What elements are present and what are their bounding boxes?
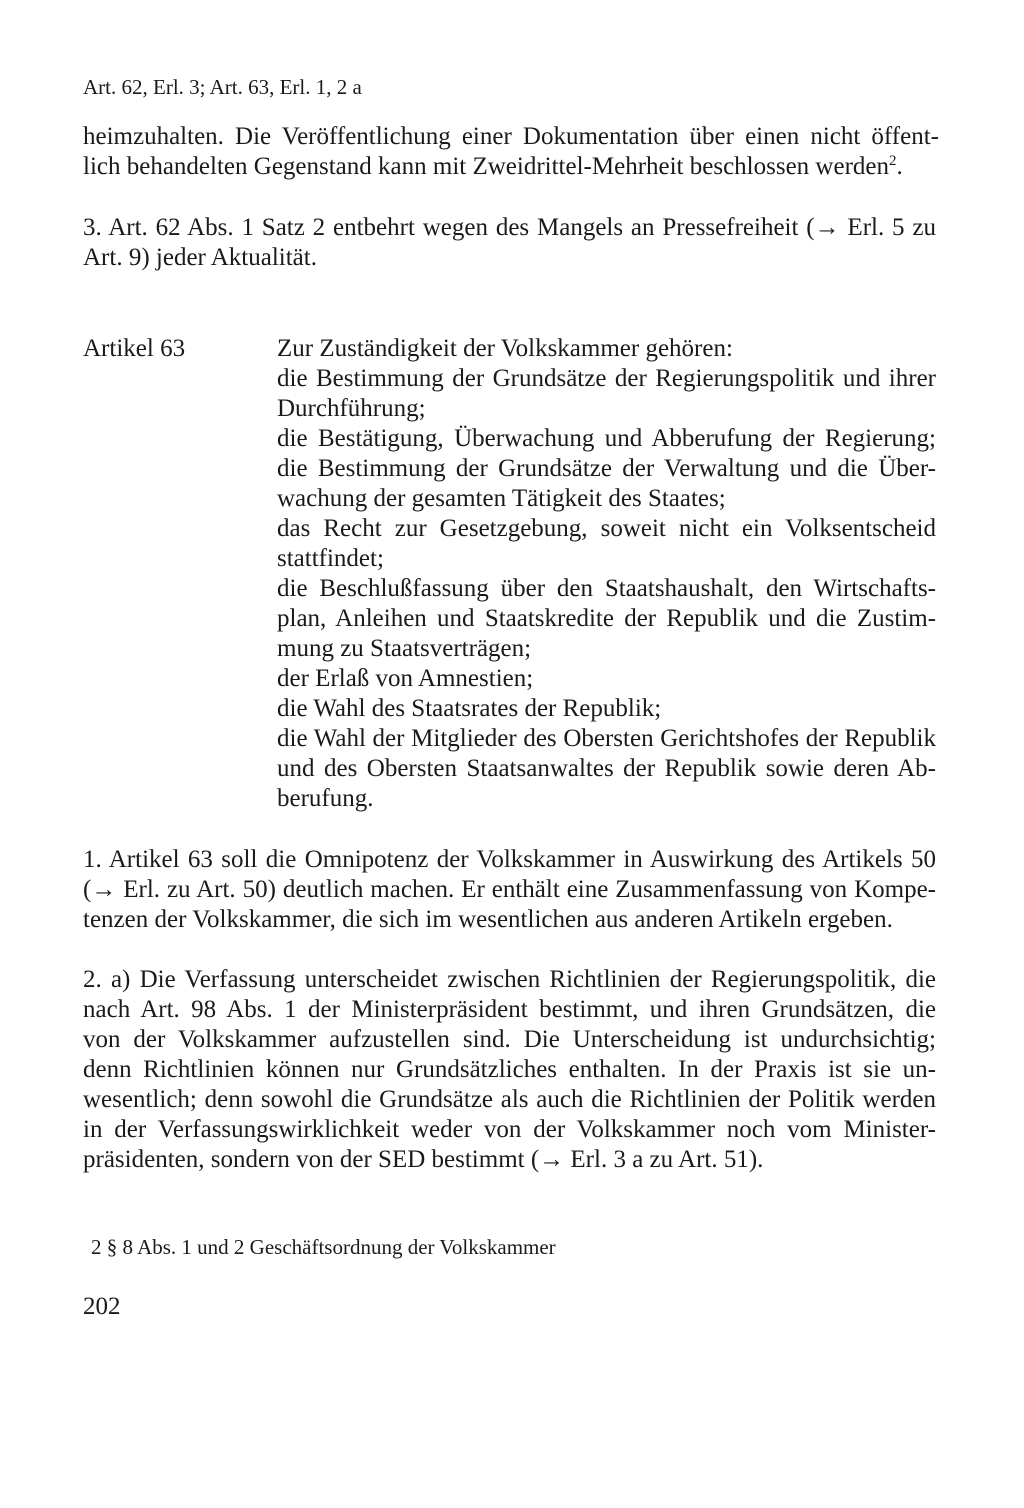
- continuation-line-2-text: lich behandelten Gegenstand kann mit Zweidrittel-Mehrheit beschlossen werden: [83, 153, 889, 180]
- footnote-ref[interactable]: 2: [889, 153, 897, 169]
- article-line: und des Obersten Staatsanwaltes der Republik sowie deren Ab-: [277, 755, 936, 782]
- running-head: Art. 62, Erl. 3; Art. 63, Erl. 1, 2 a: [83, 75, 362, 99]
- note-3-line-2: Art. 9) jeder Aktualität.: [83, 244, 317, 271]
- article-line: der Erlaß von Amnestien;: [277, 665, 534, 692]
- article-line: mung zu Staatsverträgen;: [277, 635, 532, 662]
- article-line: die Bestätigung, Überwachung und Abberufung der Regierung;: [277, 425, 936, 452]
- note-2a-line: wesentlich; denn sowohl die Grundsätze als auch die Richtlinien der Politik werden: [83, 1086, 936, 1113]
- note-2a-line: in der Verfassungswirklichkeit weder von der Volkskammer noch vom Minister-: [83, 1116, 936, 1143]
- article-label: Artikel 63: [83, 335, 186, 362]
- article-line: das Recht zur Gesetzgebung, soweit nicht ein Volksentscheid: [277, 515, 936, 542]
- note-2a-line: 2. a) Die Verfassung unterscheidet zwischen Richtlinien der Regierungspolitik, die: [83, 966, 936, 993]
- page-number: 202: [83, 1293, 121, 1320]
- article-line: stattfindet;: [277, 545, 384, 572]
- note-1-line: (→ Erl. zu Art. 50) deutlich machen. Er enthält eine Zusammenfassung von Kompe-: [83, 876, 936, 903]
- article-line: berufung.: [277, 785, 374, 812]
- note-3-line-1: 3. Art. 62 Abs. 1 Satz 2 entbehrt wegen des Mangels an Pressefreiheit (→ Erl. 5 zu: [83, 214, 936, 241]
- article-line: Durchführung;: [277, 395, 426, 422]
- article-line: die Bestimmung der Grundsätze der Regierungspolitik und ihrer: [277, 365, 936, 392]
- article-line: die Bestimmung der Grundsätze der Verwaltung und die Über-: [277, 455, 936, 482]
- note-2a-line: denn Richtlinien können nur Grundsätzliches enthalten. In der Praxis ist sie un-: [83, 1056, 936, 1083]
- note-1-line: 1. Artikel 63 soll die Omnipotenz der Volkskammer in Auswirkung des Artikels 50: [83, 846, 936, 873]
- continuation-line-1: heimzuhalten. Die Veröffentlichung einer Dokumentation über einen nicht öffent-: [83, 123, 939, 150]
- article-line: die Beschlußfassung über den Staatshaushalt, den Wirtschafts-: [277, 575, 936, 602]
- article-line: Zur Zuständigkeit der Volkskammer gehören:: [277, 335, 733, 362]
- note-2a-line: nach Art. 98 Abs. 1 der Ministerpräsident bestimmt, und ihren Grundsätzen, die: [83, 996, 936, 1023]
- note-2a-line: von der Volkskammer aufzustellen sind. Die Unterscheidung ist undurchsichtig;: [83, 1026, 936, 1053]
- continuation-line-2-end: .: [896, 153, 903, 180]
- continuation-line-2: [83, 152, 903, 182]
- article-line: plan, Anleihen und Staatskredite der Republik und die Zustim-: [277, 605, 936, 632]
- article-line: die Wahl der Mitglieder des Obersten Gerichtshofes der Republik: [277, 725, 936, 752]
- article-line: wachung der gesamten Tätigkeit des Staates;: [277, 485, 726, 512]
- footnote: 2 § 8 Abs. 1 und 2 Geschäftsordnung der Volkskammer: [91, 1235, 556, 1259]
- note-1-line: tenzen der Volkskammer, die sich im wesentlichen aus anderen Artikeln ergeben.: [83, 906, 893, 933]
- note-2a-line: präsidenten, sondern von der SED bestimmt (→ Erl. 3 a zu Art. 51).: [83, 1146, 764, 1173]
- article-line: die Wahl des Staatsrates der Republik;: [277, 695, 662, 722]
